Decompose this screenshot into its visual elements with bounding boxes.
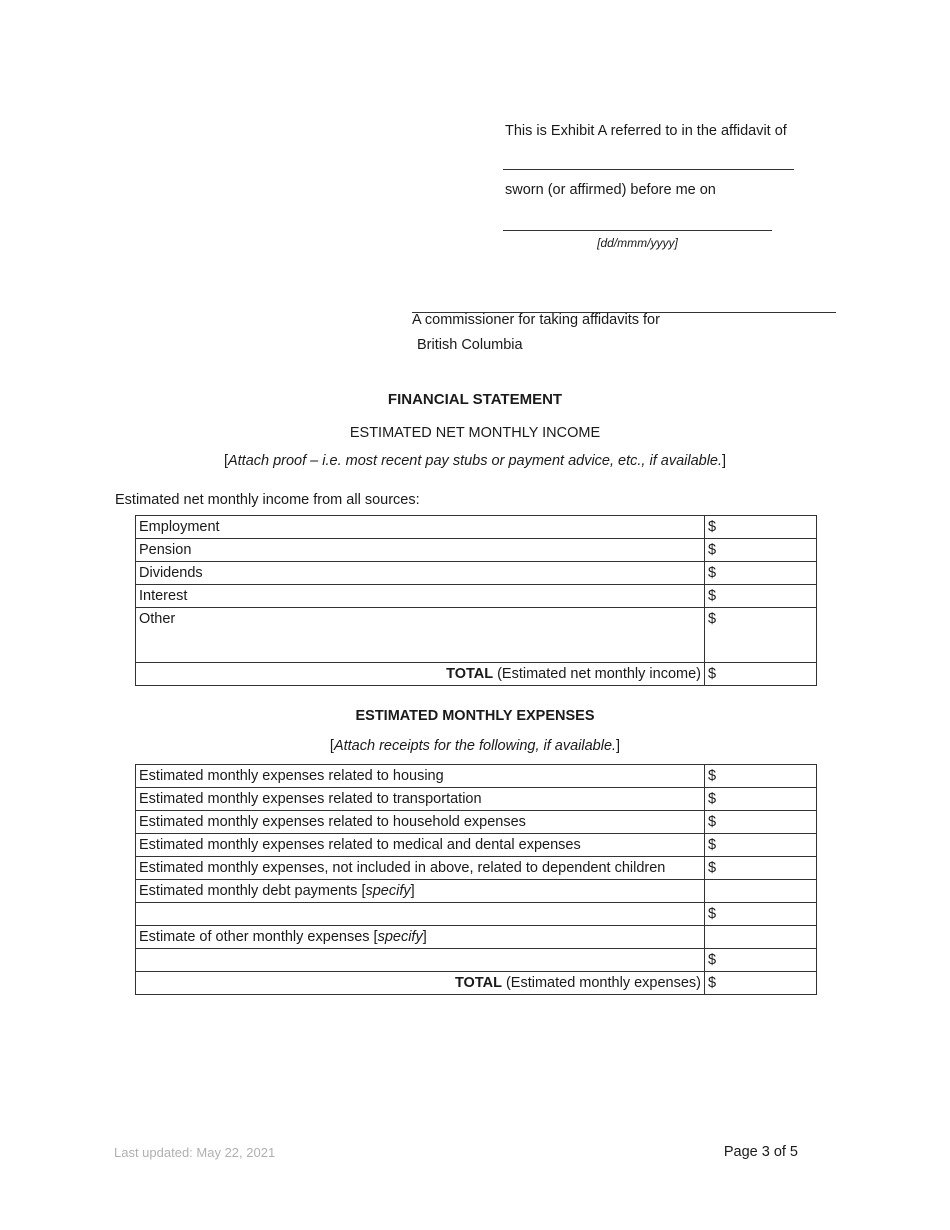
expense-row-label: Estimated monthly expenses related to housing [136, 765, 705, 788]
table-row [136, 949, 817, 972]
debt-label-specify: specify [365, 883, 411, 899]
income-total-bold: TOTAL [446, 666, 494, 682]
expenses-note [0, 738, 950, 754]
income-amount-field[interactable]: $ [705, 585, 817, 608]
expenses-total-field[interactable]: $ [705, 972, 817, 995]
page-title: FINANCIAL STATEMENT [387, 391, 563, 408]
income-row-label: Interest [136, 585, 705, 608]
income-note-close: ] [722, 453, 727, 469]
table-row [136, 539, 817, 562]
commissioner-province: British Columbia [417, 337, 523, 353]
other-expenses-label [136, 926, 705, 949]
other-label-text: Estimate of other monthly expenses [ [139, 929, 378, 945]
expense-row-label: Estimated monthly expenses, not included in above, related to dependent children [136, 857, 705, 880]
table-row [136, 811, 817, 834]
debt-specify-field[interactable] [136, 903, 705, 926]
page-number: Page 3 of 5 [723, 1144, 798, 1160]
income-note [0, 453, 950, 469]
debt-amount-field[interactable]: $ [705, 903, 817, 926]
expense-amount-field[interactable]: $ [705, 811, 817, 834]
debt-payments-label [136, 880, 705, 903]
expense-amount-field[interactable]: $ [705, 765, 817, 788]
other-specify-field[interactable] [136, 949, 705, 972]
expenses-total-rest: (Estimated monthly expenses) [501, 975, 701, 991]
table-row [136, 972, 817, 995]
income-note-open: [ [223, 453, 228, 469]
expenses-note-open: [ [329, 738, 334, 754]
table-row [136, 880, 817, 903]
income-row-label: Pension [136, 539, 705, 562]
commissioner-label: A commissioner for taking affidavits for [412, 312, 660, 328]
expense-amount-field[interactable]: $ [705, 857, 817, 880]
affiant-name-line[interactable] [503, 169, 794, 170]
table-row [136, 516, 817, 539]
income-intro: Estimated net monthly income from all sources: [115, 492, 420, 508]
other-amount-field[interactable]: $ [705, 949, 817, 972]
other-label-specify: specify [377, 929, 423, 945]
other-header-amount-cell [705, 926, 817, 949]
income-total-label [136, 663, 705, 686]
debt-header-amount-cell [705, 880, 817, 903]
date-format-hint: [dd/mmm/yyyy] [597, 236, 678, 250]
expense-amount-field[interactable]: $ [705, 834, 817, 857]
table-row [136, 834, 817, 857]
expenses-heading: ESTIMATED MONTHLY EXPENSES [355, 708, 595, 724]
table-row [136, 788, 817, 811]
table-row [136, 562, 817, 585]
expenses-total-bold: TOTAL [454, 975, 502, 991]
expenses-total-label [136, 972, 705, 995]
exhibit-line2: sworn (or affirmed) before me on [505, 182, 716, 198]
table-row [136, 663, 817, 686]
income-total-field[interactable]: $ [705, 663, 817, 686]
table-row [136, 903, 817, 926]
exhibit-line1: This is Exhibit A referred to in the affidavit of [505, 123, 787, 139]
expense-amount-field[interactable]: $ [705, 788, 817, 811]
expenses-note-text: Attach receipts for the following, if available. [333, 738, 617, 754]
expense-row-label: Estimated monthly expenses related to transportation [136, 788, 705, 811]
expense-row-label: Estimated monthly expenses related to medical and dental expenses [136, 834, 705, 857]
expense-row-label: Estimated monthly expenses related to household expenses [136, 811, 705, 834]
income-row-label[interactable]: Other [136, 608, 705, 663]
income-table [135, 515, 817, 686]
sworn-date-line[interactable] [503, 230, 772, 231]
income-row-label: Employment [136, 516, 705, 539]
last-updated: Last updated: May 22, 2021 [114, 1145, 276, 1160]
table-row [136, 857, 817, 880]
income-total-rest: (Estimated net monthly income) [493, 666, 701, 682]
debt-label-close: ] [410, 883, 415, 899]
income-heading: ESTIMATED NET MONTHLY INCOME [349, 425, 601, 441]
expenses-table [135, 764, 817, 995]
income-row-label: Dividends [136, 562, 705, 585]
income-amount-field[interactable]: $ [705, 516, 817, 539]
table-row [136, 608, 817, 663]
debt-label-text: Estimated monthly debt payments [ [139, 883, 366, 899]
table-row [136, 765, 817, 788]
expenses-note-close: ] [616, 738, 621, 754]
other-label-close: ] [422, 929, 427, 945]
income-amount-field[interactable]: $ [705, 608, 817, 663]
income-amount-field[interactable]: $ [705, 562, 817, 585]
table-row [136, 926, 817, 949]
income-note-text: Attach proof – i.e. most recent pay stubs or payment advice, etc., if available. [227, 453, 723, 469]
income-amount-field[interactable]: $ [705, 539, 817, 562]
table-row [136, 585, 817, 608]
